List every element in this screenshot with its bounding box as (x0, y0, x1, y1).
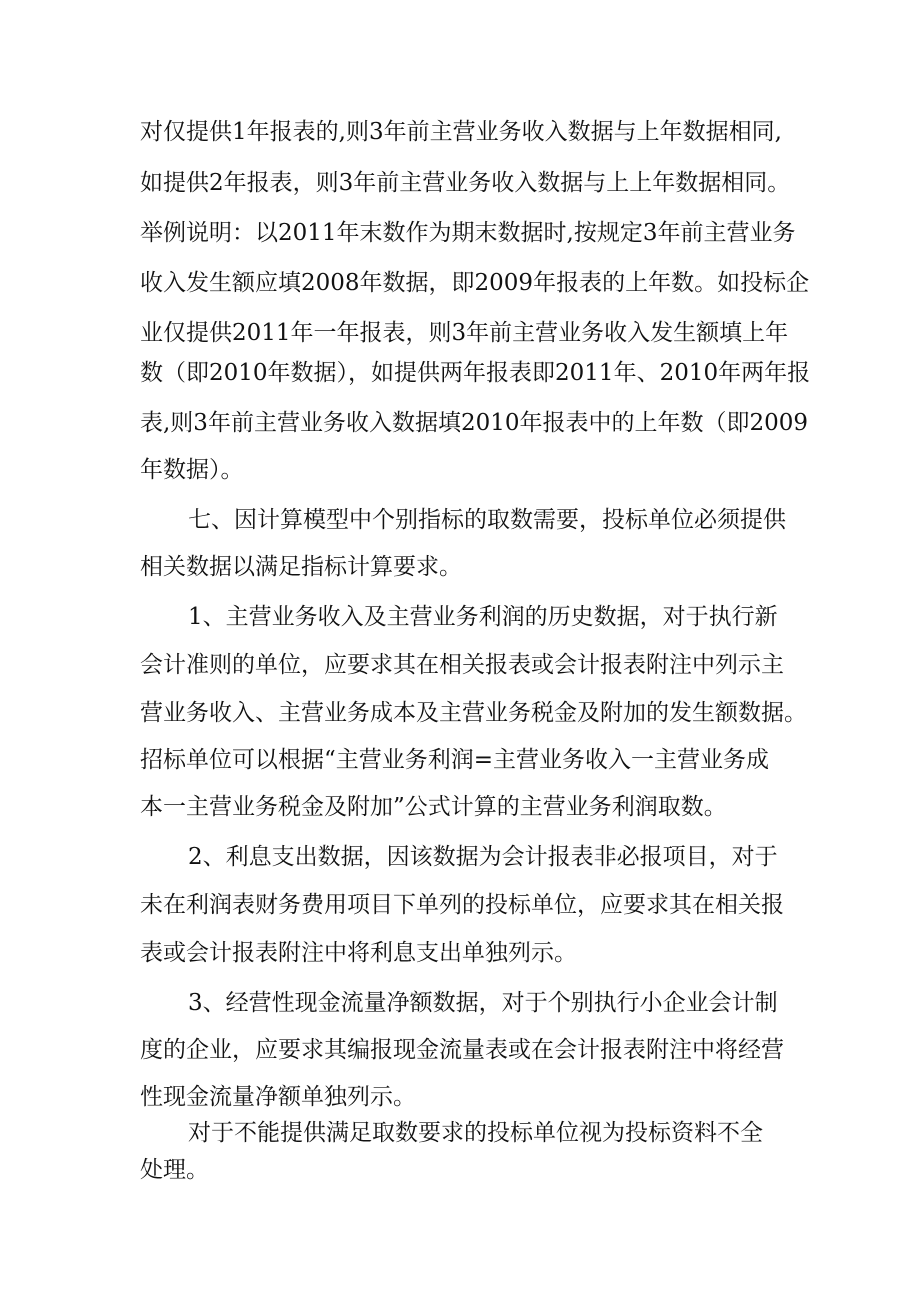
text-line: 性现金流量净额单独列示。 (140, 1084, 416, 1110)
text-line: 1、主营业务收入及主营业务利润的历史数据，对于执行新 (188, 604, 778, 630)
text-line: 数（即2010年数据），如提供两年报表即2011年、2010年两年报 (140, 360, 811, 386)
text-line: 营业务收入、主营业务成本及主营业务税金及附加的发生额数据。 (140, 700, 807, 726)
text-line: 未在利润表财务费用项目下单列的投标单位，应要求其在相关报 (140, 892, 784, 918)
text-line: 3、经营性现金流量净额数据，对于个别执行小企业会计制 (188, 990, 778, 1016)
text-line: 收入发生额应填2008年数据，即2009年报表的上年数。如投标企 (140, 270, 810, 296)
text-line: 对于不能提供满足取数要求的投标单位视为投标资料不全 (188, 1120, 763, 1146)
text-line: 表,则3年前主营业务收入数据填2010年报表中的上年数（即2009 (140, 410, 809, 436)
text-line: 度的企业，应要求其编报现金流量表或在会计报表附注中将经营 (140, 1037, 784, 1063)
text-line: 业仅提供2011年一年报表，则3年前主营业务收入发生额填上年 (140, 320, 789, 346)
text-line: 本一主营业务税金及附加”公式计算的主营业务利润取数。 (140, 794, 727, 820)
text-line: 2、利息支出数据，因该数据为会计报表非必报项目，对于 (188, 844, 778, 870)
text-line: 表或会计报表附注中将利息支出单独列示。 (140, 940, 577, 966)
text-line: 年数据）。 (140, 457, 244, 483)
text-line: 相关数据以满足指标计算要求。 (140, 554, 462, 580)
text-line: 处理。 (140, 1157, 209, 1183)
section-heading-line: 七、因计算模型中个别指标的取数需要，投标单位必须提供 (188, 507, 786, 533)
text-line: 举例说明：以2011年末数作为期末数据时,按规定3年前主营业务 (140, 220, 796, 246)
text-line: 对仅提供1年报表的,则3年前主营业务收入数据与上年数据相同, (140, 119, 782, 145)
text-line: 招标单位可以根据“主营业务利润=主营业务收入一主营业务成 (140, 747, 770, 773)
text-line: 会计准则的单位，应要求其在相关报表或会计报表附注中列示主 (140, 652, 784, 678)
text-line: 如提供2年报表，则3年前主营业务收入数据与上上年数据相同。 (140, 170, 791, 196)
